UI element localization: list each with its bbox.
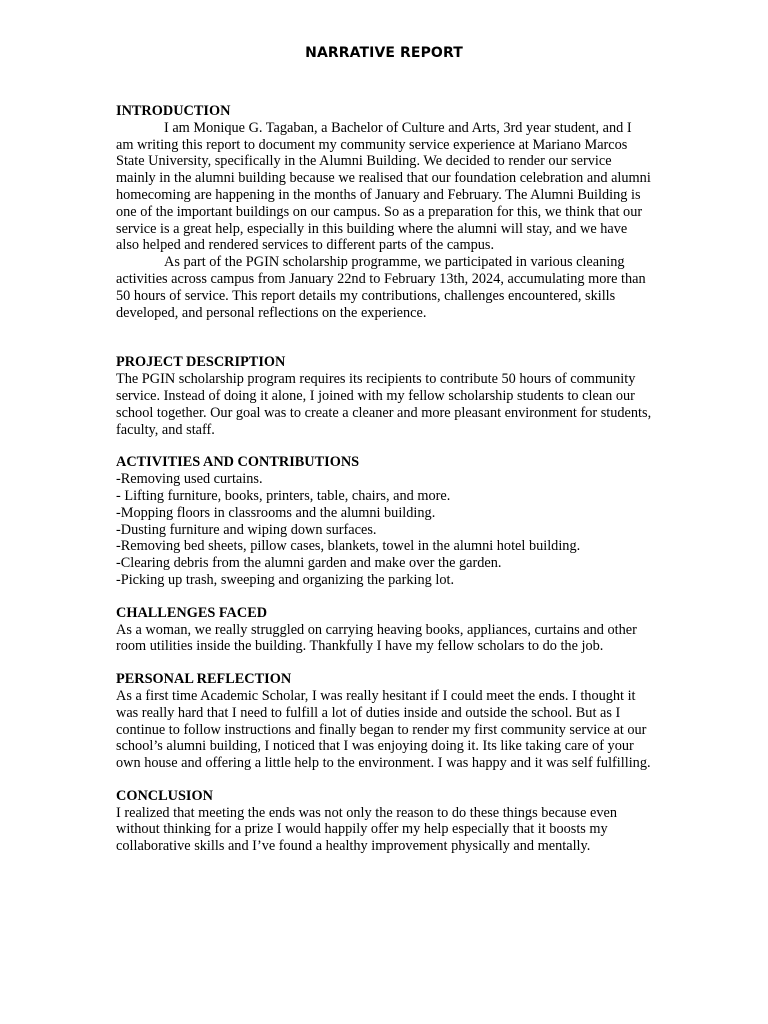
document-title: NARRATIVE REPORT: [305, 45, 463, 61]
introduction-paragraph: As part of the PGIN scholarship programme, we participated in various cleaning activities across campus from January 22nd to February 13th, 2024, accumulating more than 50 hours of service. This report details my contributions, challenges encountered, skills developed, and personal reflections on the experience.: [116, 254, 646, 321]
list-item: -Removing bed sheets, pillow cases, blankets, towel in the alumni hotel building.: [116, 538, 581, 555]
reflection-heading: PERSONAL REFLECTION: [116, 671, 292, 688]
list-item: -Removing used curtains.: [116, 471, 263, 488]
document-body: [116, 103, 652, 855]
spacer: [116, 321, 652, 354]
list-item: -Clearing debris from the alumni garden and make over the garden.: [116, 555, 502, 572]
conclusion-heading: CONCLUSION: [116, 787, 213, 804]
conclusion-section: [116, 788, 652, 855]
introduction-section: [116, 103, 652, 321]
spacer: [116, 772, 652, 788]
reflection-text: As a first time Academic Scholar, I was really hesitant if I could meet the ends. I thought it was really hard that I need to fulfill a lot of duties inside and outside the school. But as I continue to follow instructions and finally began to render my first community service at our school’s alumni building, I noticed that I was enjoying doing it. Its like taking care of your own house and offering a little help to the environment. I was happy and it was self fulfilling.: [116, 687, 651, 772]
spacer: [116, 438, 652, 454]
challenges-section: [116, 605, 652, 655]
activities-section: [116, 454, 652, 588]
activities-list: [116, 471, 652, 589]
conclusion-text: I realized that meeting the ends was not only the reason to do these things because even without thinking for a prize I would happily offer my help especially that it boosts my collaborative skills and I’ve found a healthy improvement physically and mentally.: [116, 804, 618, 855]
spacer: [116, 655, 652, 671]
challenges-text: As a woman, we really struggled on carrying heaving books, appliances, curtains and other room utilities inside the building. Thankfully I have my fellow scholars to do the job.: [116, 621, 637, 655]
list-item: -Dusting furniture and wiping down surfaces.: [116, 521, 377, 538]
spacer: [116, 589, 652, 605]
project-description-text: The PGIN scholarship program requires its recipients to contribute 50 hours of community service. Instead of doing it alone, I joined with my fellow scholarship students to clean our school together. Our goal was to create a cleaner and more pleasant environment for students, faculty, and staff.: [116, 371, 652, 438]
list-item: -Mopping floors in classrooms and the alumni building.: [116, 504, 436, 521]
list-item: - Lifting furniture, books, printers, table, chairs, and more.: [116, 487, 451, 504]
introduction-heading: INTRODUCTION: [116, 103, 231, 119]
project-description-section: [116, 354, 652, 438]
project-description-heading: PROJECT DESCRIPTION: [116, 354, 286, 371]
list-item: -Picking up trash, sweeping and organizing the parking lot.: [116, 571, 455, 588]
reflection-section: [116, 671, 652, 772]
challenges-heading: CHALLENGES FACED: [116, 604, 268, 621]
activities-heading: ACTIVITIES AND CONTRIBUTIONS: [116, 454, 360, 471]
introduction-paragraph: I am Monique G. Tagaban, a Bachelor of Culture and Arts, 3rd year student, and I am writing this report to document my community service experience at Mariano Marcos State University, specifically in the Alumni Building. We decided to render our service mainly in the alumni building because we realised that our foundation celebration and alumni homecoming are happening in the months of January and February. The Alumni Building is one of the important buildings on our campus. So as a preparation for this, we think that our service is a great help, especially in this building where the alumni will stay, and we have also helped and rendered services to different parts of the campus.: [116, 119, 651, 254]
